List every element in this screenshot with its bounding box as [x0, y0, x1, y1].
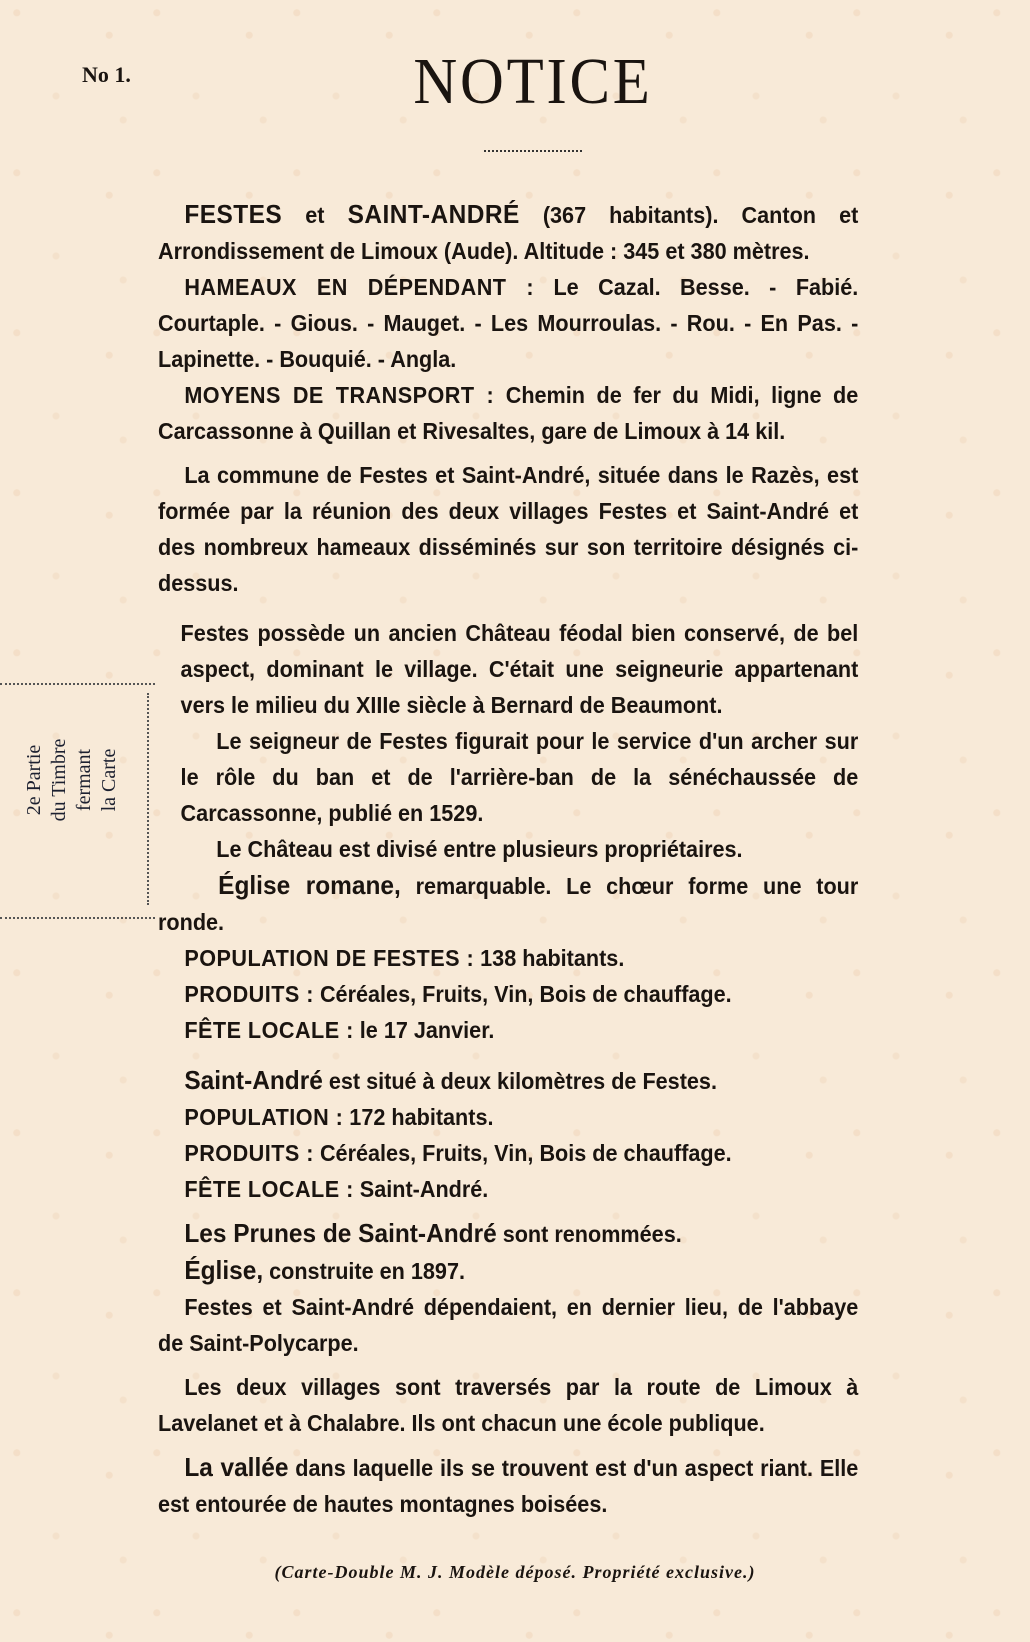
- text: construite en 1897.: [263, 1258, 465, 1284]
- text: (367 habitants). Canton et Arrondissement de Limoux (Aude). Altitude : 345 et 380 mètres.: [158, 202, 859, 264]
- place-name: FESTES: [184, 199, 283, 229]
- population-festes: [158, 940, 858, 976]
- products-festes: [158, 976, 858, 1012]
- label: FÊTE LOCALE :: [184, 1017, 354, 1043]
- label: POPULATION :: [184, 1104, 344, 1130]
- seigneur-paragraph: Le seigneur de Festes figurait pour le service d'un archer sur le rôle du ban et de l'arrière-ban de la sénéchaussée de Carcassonne, publié en 1529.: [180, 728, 859, 826]
- lead: Les Prunes de Saint-André: [184, 1218, 497, 1248]
- text: Saint-André.: [353, 1176, 489, 1202]
- text: Le Cazal. Besse. - Fabié. Courtaple. - Gious. - Mauget. - Les Mourroulas. - Rou. - En Pas. - Lapinette. - Bouquié. - Angla.: [158, 274, 859, 372]
- fete-festes: [158, 1012, 858, 1048]
- stamp-line: la Carte: [98, 748, 120, 812]
- footer-note: (Carte-Double M. J. Modèle déposé. Propriété exclusive.): [274, 1562, 756, 1582]
- chateau-paragraph: Festes possède un ancien Château féodal bien conservé, de bel aspect, dominant le village. C'était une seigneurie appartenant vers le milieu du XIIIe siècle à Bernard de Beaumont.: [180, 620, 859, 718]
- valley-paragraph: [158, 1449, 858, 1522]
- text: Chemin de fer du Midi, ligne de Carcassonne à Quillan et Rivesaltes, gare de Limoux à 14 kil.: [158, 382, 859, 444]
- church-paragraph: [158, 867, 858, 940]
- text: Céréales, Fruits, Vin, Bois de chauffage.: [313, 981, 732, 1007]
- chateau-owners-paragraph: Le Château est divisé entre plusieurs propriétaires.: [216, 836, 743, 862]
- label: MOYENS DE TRANSPORT :: [184, 382, 495, 408]
- label: POPULATION DE FESTES :: [184, 945, 475, 971]
- label: HAMEAUX EN DÉPENDANT :: [184, 274, 535, 300]
- label: PRODUITS :: [184, 1140, 314, 1166]
- lead: Église romane,: [218, 870, 401, 900]
- lead: La vallée: [184, 1452, 289, 1482]
- saint-andre-paragraph: [158, 1062, 858, 1099]
- hamlets-paragraph: [158, 269, 858, 377]
- text: sont renommées.: [496, 1221, 682, 1247]
- text: et: [282, 202, 348, 228]
- population-saint-andre: [158, 1099, 858, 1135]
- stamp-note: [22, 710, 122, 850]
- lead: Église,: [184, 1255, 264, 1285]
- label: FÊTE LOCALE :: [184, 1176, 354, 1202]
- label: PRODUITS :: [184, 981, 314, 1007]
- abbey-paragraph: Festes et Saint-André dépendaient, en dernier lieu, de l'abbaye de Saint-Polycarpe.: [158, 1294, 859, 1356]
- text: 172 habitants.: [343, 1104, 494, 1130]
- text: remarquable. Le chœur forme une tour ronde.: [158, 873, 859, 935]
- products-saint-andre: [158, 1135, 858, 1171]
- text: 138 habitants.: [474, 945, 625, 971]
- page-title: NOTICE: [413, 45, 653, 118]
- lead: Saint-André: [184, 1065, 323, 1095]
- notice-body: [158, 196, 858, 1522]
- stamp-line: 2e Partie: [23, 744, 45, 816]
- route-paragraph: Les deux villages sont traversés par la route de Limoux à Lavelanet et à Chalabre. Ils ont chacun une école publique.: [158, 1374, 859, 1436]
- transport-paragraph: [158, 377, 858, 449]
- place-name: SAINT-ANDRÉ: [347, 199, 520, 229]
- text: dans laquelle ils se trouvent est d'un aspect riant. Elle est entourée de hautes montagnes boisées.: [158, 1455, 859, 1517]
- stamp-line: du Timbre: [48, 738, 70, 822]
- commune-paragraph: La commune de Festes et Saint-André, située dans le Razès, est formée par la réunion des deux villages Festes et Saint-André et des nombreux hameaux disséminés sur son territoire désignés ci-dessus.: [158, 462, 859, 596]
- text: le 17 Janvier.: [353, 1017, 495, 1043]
- church-saint-andre: [158, 1252, 858, 1289]
- prunes-paragraph: [158, 1215, 858, 1252]
- page-number: No 1.: [82, 62, 131, 87]
- text: est situé à deux kilomètres de Festes.: [322, 1068, 717, 1094]
- fete-saint-andre: [158, 1171, 858, 1207]
- stamp-line: fermant: [73, 748, 95, 812]
- intro-paragraph: [158, 196, 858, 269]
- text: Céréales, Fruits, Vin, Bois de chauffage.: [313, 1140, 732, 1166]
- title-separator: [484, 150, 582, 152]
